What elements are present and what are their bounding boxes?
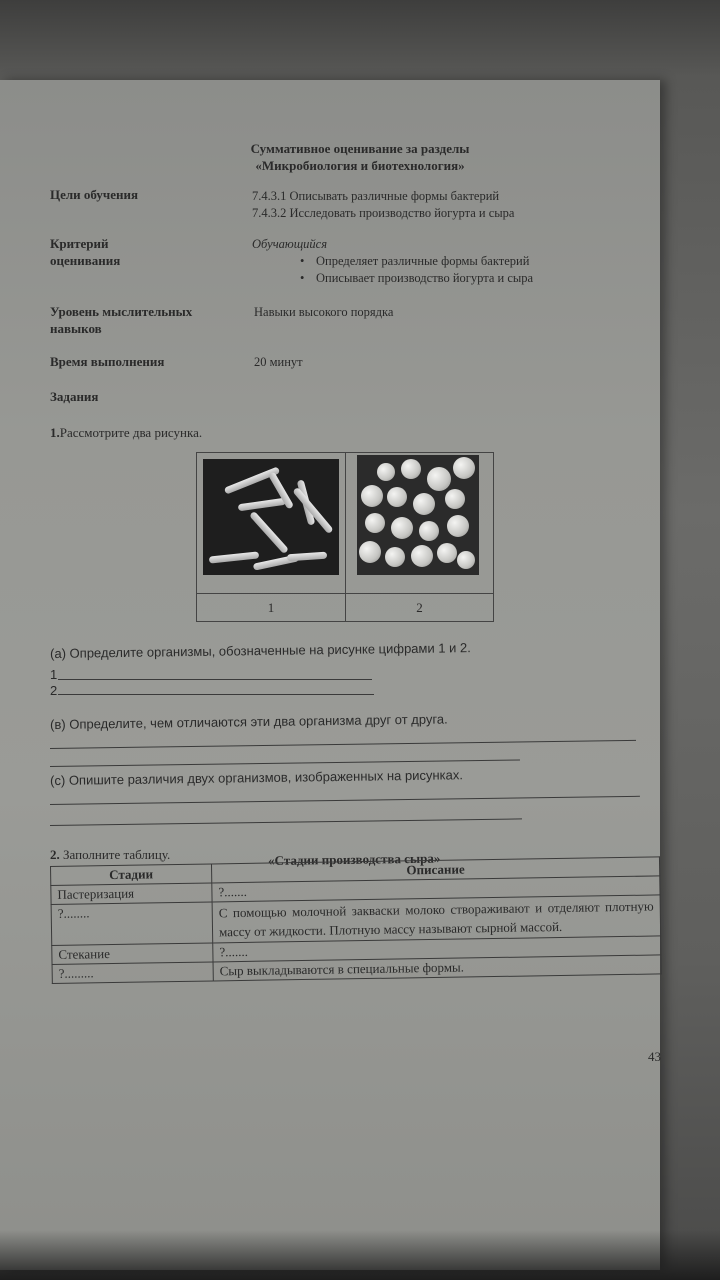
question-b: (в) Определите, чем отличаются эти два организма друг от друга.	[50, 711, 448, 732]
criteria-item-1: • Определяет различные формы бактерий	[316, 253, 533, 270]
tasks-heading: Задания	[50, 389, 99, 404]
goal-2: 7.4.3.2 Исследовать производство йогурта и сыра	[252, 206, 515, 220]
doc-title-line1: Суммативное оценивание за разделы	[250, 141, 470, 156]
goals-label: Цели обучения	[50, 187, 139, 202]
level-value: Навыки высокого порядка	[254, 305, 394, 319]
answer-1-label: 1	[50, 667, 58, 682]
cheese-table-title: «Стадии производства сыра»	[268, 850, 441, 868]
stage-cell[interactable]: ?........	[51, 902, 213, 946]
figure-table	[196, 452, 494, 622]
cocci-bacteria-image	[357, 455, 479, 575]
criteria-list	[296, 253, 533, 287]
task1-number: 1.	[50, 425, 60, 440]
goal-1: 7.4.3.1 Описывать различные формы бактерий	[252, 189, 500, 203]
question-c: (с) Опишите различия двух организмов, изображенных на рисунках.	[50, 767, 463, 788]
question-a: (а) Определите организмы, обозначенные на рисунке цифрами 1 и 2.	[50, 640, 471, 661]
page-number: 43	[648, 1049, 661, 1064]
doc-title-line2: «Микробиология и биотехнология»	[255, 158, 465, 173]
answer-2-label: 2	[50, 683, 58, 698]
task2	[50, 846, 170, 863]
stage-cell: Пастеризация	[51, 883, 212, 905]
cheese-stages-table	[50, 856, 662, 984]
task1	[50, 424, 202, 441]
time-value: 20 минут	[254, 355, 303, 369]
table-surface-shadow	[0, 1230, 720, 1280]
col-desc-header: Описание	[211, 857, 659, 883]
level-label-1: Уровень мыслительных	[50, 304, 193, 319]
criteria-intro: Обучающийся	[252, 237, 328, 251]
figure-label-1: 1	[197, 593, 346, 622]
col-stage-header: Стадии	[51, 864, 212, 886]
criteria-label-2: оценивания	[50, 253, 121, 268]
figure-label-2: 2	[346, 593, 493, 622]
stage-cell: Стекание	[52, 943, 213, 965]
task2-number: 2.	[50, 847, 60, 862]
criteria-item-2: • Описывает производство йогурта и сыра	[316, 270, 533, 287]
figure-cell-1	[197, 453, 346, 593]
answer-2-line[interactable]	[58, 694, 374, 695]
task1-text: Рассмотрите два рисунка.	[59, 425, 203, 440]
desc-cell: Сыр выкладываются в специальные формы.	[213, 955, 661, 981]
task2-text: Заполните таблицу.	[63, 847, 171, 862]
desc-cell: С помощью молочной закваски молоко створаживают и отделяют плотную массу от жидкости. Плотную массу называют сырной массой.	[212, 895, 661, 943]
answer-1-line[interactable]	[58, 679, 372, 680]
desc-cell[interactable]: ?.......	[213, 936, 661, 962]
desc-cell[interactable]: ?.......	[212, 876, 660, 902]
level-label-2: навыков	[50, 321, 102, 336]
time-label: Время выполнения	[50, 354, 165, 369]
criteria-label-1: Критерий	[50, 236, 109, 251]
rod-bacteria-image	[203, 459, 339, 575]
stage-cell[interactable]: ?.........	[52, 962, 213, 984]
